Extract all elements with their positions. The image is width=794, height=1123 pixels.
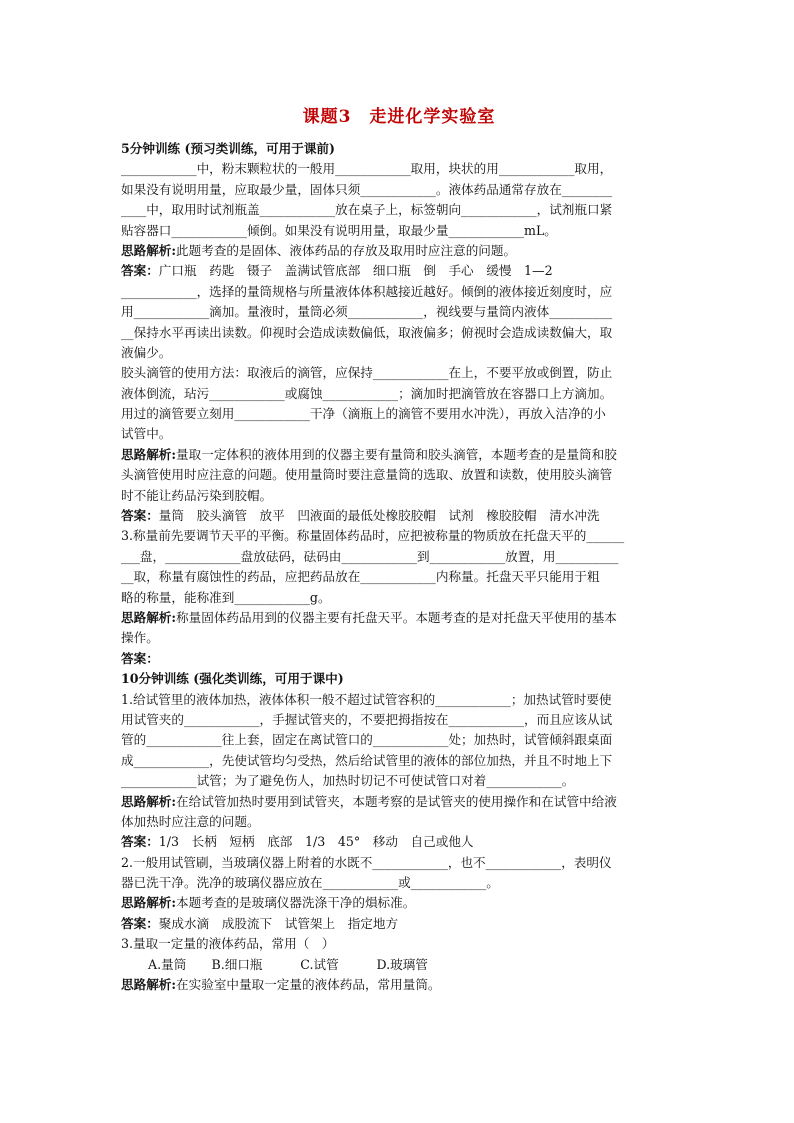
document-body <box>121 139 677 995</box>
line-text: 聚成水滴 成股流下 试管架上 指定地方 <box>158 915 399 931</box>
text-line <box>121 506 677 526</box>
line-text: ___盘，____________盘放砝码，砝码由____________到____________放置，用__________ <box>121 548 619 564</box>
text-line <box>121 975 677 995</box>
text-line <box>121 792 677 812</box>
line-text: 量取一定体积的液体用到的仪器主要有量筒和胶头滴管，本题考查的是量筒和胶 <box>176 446 617 462</box>
line-label: 思路解析: <box>121 446 177 462</box>
line-text: 10分钟训练 (强化类训练，可用于课中) <box>121 671 344 687</box>
text-line <box>121 547 677 567</box>
line-label: 答案： <box>121 834 159 850</box>
text-line <box>121 323 677 343</box>
section-heading <box>121 139 677 159</box>
line-text: ____中，取用时试剂瓶盖____________放在桌子上，标签朝向____________，试剂瓶口紧 <box>121 202 613 218</box>
line-text: 1/3 长柄 短柄 底部 1/3 45° 移动 自己或他人 <box>158 834 474 850</box>
line-text: 用过的滴管要立刻用____________干净（滴瓶上的滴管不要用水冲洗），再放入洁净的小 <box>121 406 606 422</box>
line-text: 3.量取一定量的液体药品，常用（ ） <box>121 936 335 952</box>
page-title: 课题3 走进化学实验室 <box>302 107 496 127</box>
text-line <box>121 404 677 424</box>
line-text: 体加热时应注意的问题。 <box>121 813 260 829</box>
line-text: 在实验室中量取一定量的液体药品，常用量筒。 <box>176 977 441 993</box>
text-line <box>121 588 677 608</box>
line-text: 2.一般用试管刷，当玻璃仪器上附着的水既不____________，也不____________，表明仪 <box>121 854 612 870</box>
line-text: 称量固体药品用到的仪器主要有托盘天平。本题考查的是对托盘天平使用的基本 <box>176 609 617 625</box>
line-text: 用____________滴加。量液时，量筒必须____________，视线要与量筒内液体__________ <box>121 304 613 320</box>
line-label: 答案： <box>121 508 159 524</box>
line-text: 此题考查的是固体、液体药品的存放及取用时应注意的问题。 <box>176 242 517 258</box>
section-heading <box>121 669 677 689</box>
text-line <box>121 486 677 506</box>
line-text: 操作。 <box>121 630 159 646</box>
line-text: 时不能让药品污染到胶帽。 <box>121 487 273 503</box>
line-label: 答案： <box>121 650 159 666</box>
text-line <box>121 221 677 241</box>
text-line <box>121 384 677 404</box>
line-text: 贴容器口____________倾倒。如果没有说明用量，取最少量____________mL。 <box>121 222 557 238</box>
line-text: 用试管夹的____________，手握试管夹的，不要把拇指按在____________，而且应该从试 <box>121 711 613 727</box>
text-line <box>121 853 677 873</box>
text-line <box>121 200 677 220</box>
line-text: 3.称量前先要调节天平的平衡。称量固体药品时，应把被称量的物质放在托盘天平的______ <box>121 528 625 544</box>
text-line <box>121 159 677 179</box>
line-label: 思路解析: <box>121 977 177 993</box>
line-text: 在给试管加热时要用到试管夹，本题考察的是试管夹的使用操作和在试管中给液 <box>176 793 617 809</box>
line-text: 5分钟训练 (预习类训练，可用于课前) <box>121 141 335 156</box>
text-line <box>121 832 677 852</box>
text-line <box>121 261 677 281</box>
text-line <box>121 812 677 832</box>
line-text: ____________试管；为了避免伤人，加热时切记不可使试管口对着____________。 <box>121 773 575 789</box>
line-text: 器已洗干净。洗净的玻璃仪器应放在____________或____________。 <box>121 875 499 891</box>
text-line <box>121 751 677 771</box>
line-text: ____________中，粉末颗粒状的一般用____________取用，块状的用____________取用， <box>121 161 613 177</box>
line-label: 思路解析: <box>121 895 177 911</box>
line-text: A.量筒 B.细口瓶 C.试管 D.玻璃管 <box>148 956 428 972</box>
line-text: 1.给试管里的液体加热，液体体积一般不超过试管容积的____________；加热试管时要使 <box>121 691 612 707</box>
line-label: 答案： <box>121 263 159 279</box>
line-text: 液体倒流，玷污____________或腐蚀____________；滴加时把滴管放在容器口上方滴加。 <box>121 385 613 401</box>
line-label: 思路解析: <box>121 609 177 625</box>
text-line <box>121 955 677 975</box>
text-line <box>121 771 677 791</box>
line-text: 管的____________往上套，固定在离试管口的____________处；加热时，试管倾斜跟桌面 <box>121 732 613 748</box>
text-line <box>121 690 677 710</box>
line-text: 量筒 胶头滴管 放平 凹液面的最低处橡胶胶帽 试剂 橡胶胶帽 清水冲洗 <box>158 508 600 524</box>
line-text: 广口瓶 药匙 镊子 盖满试管底部 细口瓶 倒 手心 缓慢 1—2 <box>158 263 553 279</box>
text-line <box>121 730 677 750</box>
line-label: 答案： <box>121 915 159 931</box>
text-line <box>121 608 677 628</box>
line-text: 液偏少。 <box>121 344 172 360</box>
text-line <box>121 180 677 200</box>
text-line <box>121 914 677 934</box>
line-text: __保持水平再读出读数。仰视时会造成读数偏低，取液偏多；俯视时会造成读数偏大，取 <box>121 324 613 340</box>
text-line <box>121 363 677 383</box>
line-text: ____________，选择的量筒规格与所量液体体积越接近越好。倾倒的液体接近刻度时，应 <box>121 283 613 299</box>
line-label: 思路解析: <box>121 242 177 258</box>
text-line <box>121 934 677 954</box>
line-text: 如果没有说明用量，应取最少量，固体只须____________。液体药品通常存放在________ <box>121 181 613 197</box>
line-text: 略的称量，能称准到____________g。 <box>121 589 331 605</box>
text-line <box>121 343 677 363</box>
text-line <box>121 465 677 485</box>
line-text: 成____________，先使试管均匀受热，然后给试管里的液体的部位加热，并且不时地上下 <box>121 752 613 768</box>
line-label: 思路解析: <box>121 793 177 809</box>
document-page <box>121 105 677 995</box>
text-line <box>121 445 677 465</box>
text-line <box>121 893 677 913</box>
line-text: 头滴管使用时应注意的问题。使用量筒时要注意量筒的选取、放置和读数，使用胶头滴管 <box>121 467 613 483</box>
text-line <box>121 241 677 261</box>
text-line <box>121 282 677 302</box>
text-line <box>121 628 677 648</box>
text-line <box>121 649 677 669</box>
text-line <box>121 424 677 444</box>
line-text: 胶头滴管的使用方法：取液后的滴管，应保持____________在上，不要平放或倒置，防止 <box>121 365 613 381</box>
line-text: 试管中。 <box>121 426 172 442</box>
text-line <box>121 567 677 587</box>
line-text: 本题考查的是玻璃仪器洗涤干净的熉标准。 <box>176 895 416 911</box>
text-line <box>121 873 677 893</box>
text-line <box>121 302 677 322</box>
text-line <box>121 526 677 546</box>
text-line <box>121 710 677 730</box>
line-text: __取，称量有腐蚀性的药品，应把药品放在____________内称量。托盘天平只能用于粗 <box>121 569 600 585</box>
